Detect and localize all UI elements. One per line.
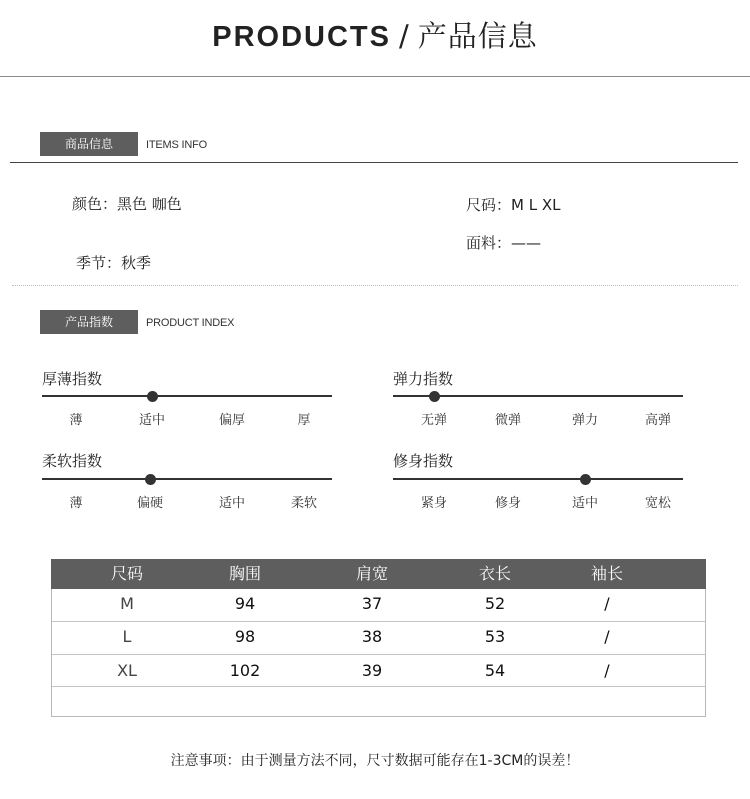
scale-option-label: 高弹 bbox=[644, 413, 671, 428]
scale-track bbox=[42, 395, 332, 397]
table-cell: / bbox=[604, 627, 610, 646]
table-header-cell: 胸围 bbox=[228, 564, 261, 583]
title-en: PRODUCTS bbox=[212, 21, 391, 53]
product-index-tag: 产品指数 bbox=[40, 310, 138, 334]
scale-option-label: 偏厚 bbox=[218, 413, 245, 428]
scale-option-label: 适中 bbox=[138, 413, 165, 428]
scale-indicator-dot bbox=[145, 474, 156, 485]
product-index-tag-en: PRODUCT INDEX bbox=[146, 317, 235, 329]
header-divider bbox=[0, 76, 750, 77]
table-cell: 94 bbox=[234, 594, 256, 613]
scale-option-label: 适中 bbox=[571, 496, 598, 511]
table-cell: 52 bbox=[484, 594, 506, 613]
items-info-divider bbox=[10, 162, 738, 163]
table-cell: 102 bbox=[229, 661, 261, 680]
items-info-tag-en: ITEMS INFO bbox=[146, 139, 207, 151]
table-cell: 37 bbox=[361, 594, 383, 613]
scale-title: 弹力指数 bbox=[393, 370, 454, 388]
table-row-divider bbox=[52, 621, 705, 622]
scale-option-label: 微弹 bbox=[494, 413, 521, 428]
items-info-tag: 商品信息 bbox=[40, 132, 138, 156]
scale-option-label: 柔软 bbox=[290, 496, 317, 511]
scale-title: 修身指数 bbox=[393, 452, 454, 470]
measurement-note: 注意事项：由于测量方法不同，尺寸数据可能存在1-3CM的误差！ bbox=[170, 753, 580, 769]
info-color: 颜色：黑色 咖色 bbox=[72, 195, 182, 213]
scale-option-label: 薄 bbox=[69, 496, 83, 511]
table-cell: 39 bbox=[361, 661, 383, 680]
scale-indicator-dot bbox=[147, 391, 158, 402]
table-cell: L bbox=[122, 627, 132, 646]
title-cn: 产品信息 bbox=[417, 19, 538, 53]
table-cell: 54 bbox=[484, 661, 506, 680]
table-cell: XL bbox=[117, 661, 137, 680]
scale-track bbox=[393, 478, 683, 480]
table-cell: / bbox=[604, 594, 610, 613]
info-size: 尺码：M L XL bbox=[466, 196, 561, 214]
scale-option-label: 弹力 bbox=[571, 413, 598, 428]
scale-title: 厚薄指数 bbox=[42, 370, 103, 388]
page-title bbox=[0, 14, 750, 55]
scale-option-label: 无弹 bbox=[420, 413, 447, 428]
scale-track bbox=[42, 478, 332, 480]
table-cell: 38 bbox=[361, 627, 383, 646]
scale-option-label: 偏硬 bbox=[136, 496, 163, 511]
table-row-divider bbox=[52, 686, 705, 687]
info-season: 季节：秋季 bbox=[76, 254, 152, 272]
table-cell: 53 bbox=[484, 627, 506, 646]
table-header-cell: 肩宽 bbox=[355, 564, 388, 583]
scale-indicator-dot bbox=[580, 474, 591, 485]
table-cell: M bbox=[120, 594, 134, 613]
scale-title: 柔软指数 bbox=[42, 452, 103, 470]
table-cell: / bbox=[604, 661, 610, 680]
section-dotted-divider bbox=[12, 285, 738, 286]
title-separator: / bbox=[398, 19, 410, 53]
table-cell: 98 bbox=[234, 627, 256, 646]
table-header-cell: 衣长 bbox=[478, 564, 511, 583]
scale-option-label: 厚 bbox=[297, 413, 311, 428]
table-header-cell: 袖长 bbox=[590, 564, 623, 583]
table-row-divider bbox=[52, 654, 705, 655]
table-header-cell: 尺码 bbox=[110, 564, 143, 583]
scale-option-label: 修身 bbox=[494, 496, 521, 511]
scale-option-label: 适中 bbox=[218, 496, 245, 511]
scale-option-label: 薄 bbox=[69, 413, 83, 428]
info-fabric: 面料：—— bbox=[466, 234, 542, 252]
scale-indicator-dot bbox=[429, 391, 440, 402]
scale-option-label: 紧身 bbox=[420, 496, 447, 511]
scale-option-label: 宽松 bbox=[644, 496, 671, 511]
